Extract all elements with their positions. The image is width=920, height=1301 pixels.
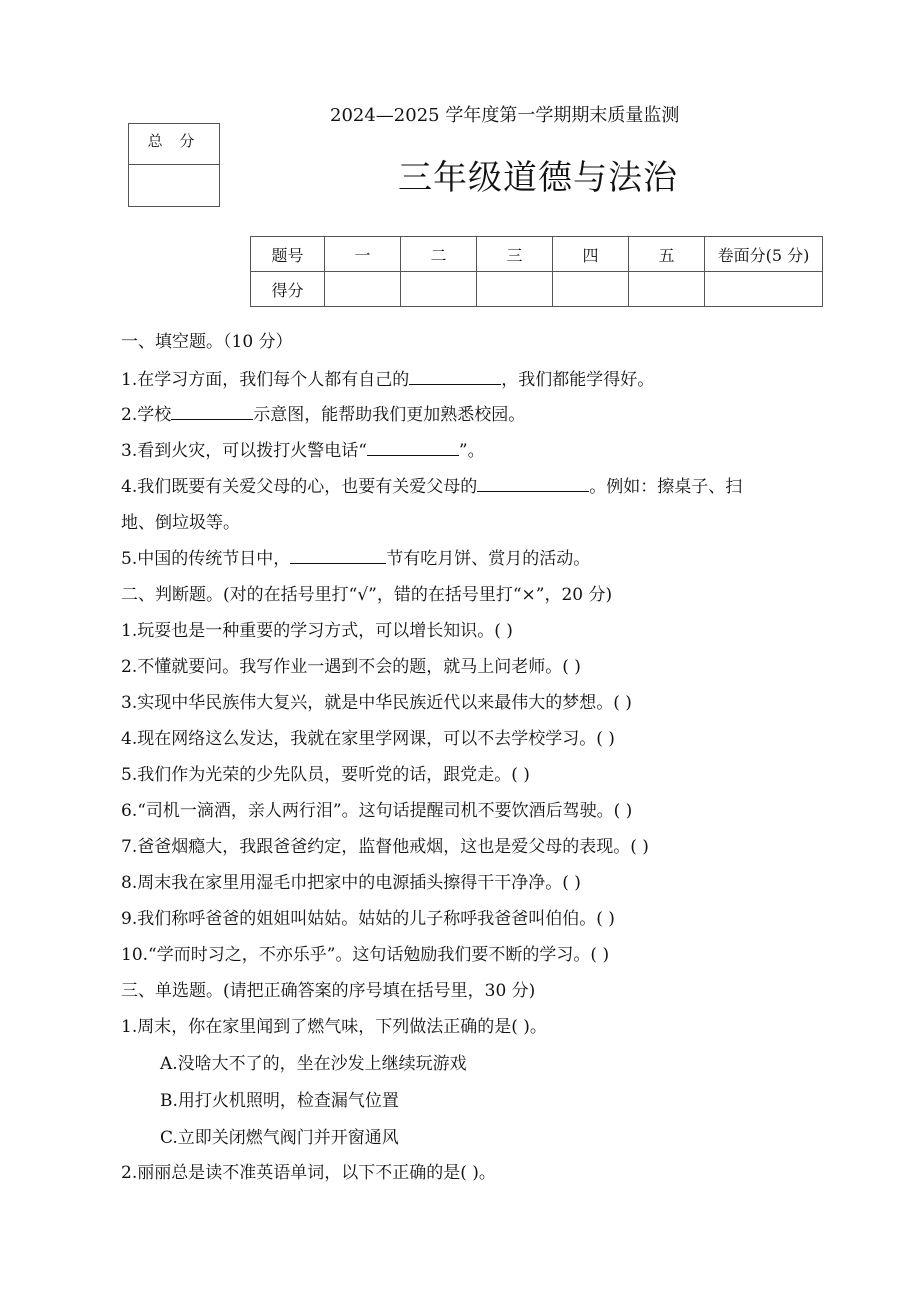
fill-question-4	[121, 472, 742, 497]
judge-question: 1.玩耍也是一种重要的学习方式，可以增长知识。( )	[121, 621, 513, 641]
score-cell[interactable]	[629, 272, 705, 307]
total-score-box	[128, 123, 220, 207]
choice-question-1: 1.周末，你在家里闻到了燃气味，下列做法正确的是( )。	[121, 1017, 547, 1037]
score-table	[250, 236, 823, 307]
answer-blank[interactable]	[290, 546, 386, 564]
judge-question: 5.我们作为光荣的少先队员，要听党的话，跟党走。( )	[121, 765, 530, 785]
score-row-label: 得分	[251, 272, 325, 307]
fill-question-text: 1.在学习方面，我们每个人都有自己的	[121, 370, 410, 390]
score-table-score-row	[251, 272, 823, 307]
choice-option-a: A.没啥大不了的，坐在沙发上继续玩游戏	[160, 1054, 467, 1074]
fill-question-text: 2.学校	[121, 405, 172, 425]
judge-question: 6.“司机一滴酒，亲人两行泪”。这句话提醒司机不要饮酒后驾驶。( )	[121, 801, 633, 821]
judge-question: 2.不懂就要问。我写作业一遇到不会的题，就马上问老师。( )	[121, 657, 581, 677]
section3-heading: 三、单选题。(请把正确答案的序号填在括号里，30 分)	[121, 981, 536, 1001]
judge-question: 4.现在网络这么发达，我就在家里学网课，可以不去学校学习。( )	[121, 729, 615, 749]
fill-question-text: 示意图，能帮助我们更加熟悉校园。	[253, 405, 526, 425]
fill-question-4-continued: 地、倒垃圾等。	[121, 513, 240, 533]
score-table-header-cell: 题号	[251, 237, 325, 272]
judge-question: 3.实现中华民族伟大复兴，就是中华民族近代以来最伟大的梦想。( )	[121, 693, 632, 713]
fill-question-text: 5.中国的传统节日中，	[121, 549, 291, 569]
answer-blank[interactable]	[171, 402, 253, 420]
section2-heading: 二、判断题。(对的在括号里打“√”，错的在括号里打“×”，20 分)	[121, 585, 613, 605]
fill-question-text: 4.我们既要有关爱父母的心，也要有关爱父母的	[121, 477, 478, 497]
fill-question-text: 节有吃月饼、赏月的活动。	[386, 549, 591, 569]
choice-option-c: C.立即关闭燃气阀门并开窗通风	[160, 1128, 399, 1148]
choice-question-2: 2.丽丽总是读不准英语单词，以下不正确的是( )。	[121, 1163, 496, 1183]
answer-blank[interactable]	[477, 474, 589, 492]
judge-question: 8.周末我在家里用湿毛巾把家中的电源插头擦得干干净净。( )	[121, 873, 581, 893]
answer-blank[interactable]	[409, 367, 501, 385]
score-table-header-cell: 二	[401, 237, 477, 272]
total-score-field[interactable]	[129, 165, 219, 206]
score-cell[interactable]	[705, 272, 823, 307]
fill-question-1	[121, 365, 654, 390]
judge-question: 9.我们称呼爸爸的姐姐叫姑姑。姑姑的儿子称呼我爸爸叫伯伯。( )	[121, 909, 615, 929]
score-table-header-cell: 五	[629, 237, 705, 272]
score-table-header-row	[251, 237, 823, 272]
score-table-header-cell: 三	[477, 237, 553, 272]
total-score-label: 总 分	[129, 124, 219, 165]
score-cell[interactable]	[477, 272, 553, 307]
judge-question: 7.爸爸烟瘾大，我跟爸爸约定，监督他戒烟，这也是爱父母的表现。( )	[121, 837, 649, 857]
fill-question-3	[121, 436, 485, 461]
page-title: 三年级道德与法治	[398, 158, 678, 198]
fill-question-text: ，我们都能学得好。	[501, 370, 655, 390]
score-cell[interactable]	[553, 272, 629, 307]
fill-question-text: 3.看到火灾，可以拨打火警电话“	[121, 441, 367, 461]
score-table-header-cell: 卷面分(5 分)	[705, 237, 823, 272]
section1-heading: 一、填空题。（10 分）	[121, 332, 293, 352]
fill-question-text: 。例如：擦桌子、扫	[589, 477, 743, 497]
score-cell[interactable]	[401, 272, 477, 307]
fill-question-text: ”。	[458, 441, 485, 461]
answer-blank[interactable]	[367, 438, 459, 456]
score-table-header-cell: 四	[553, 237, 629, 272]
score-cell[interactable]	[325, 272, 401, 307]
score-table-header-cell: 一	[325, 237, 401, 272]
choice-option-b: B.用打火机照明，检查漏气位置	[160, 1091, 399, 1111]
judge-question: 10.“学而时习之，不亦乐乎”。这句话勉励我们要不断的学习。( )	[121, 945, 610, 965]
exam-subtitle: 2024—2025 学年度第一学期期末质量监测	[330, 105, 680, 126]
fill-question-5	[121, 544, 590, 569]
fill-question-2	[121, 400, 525, 425]
